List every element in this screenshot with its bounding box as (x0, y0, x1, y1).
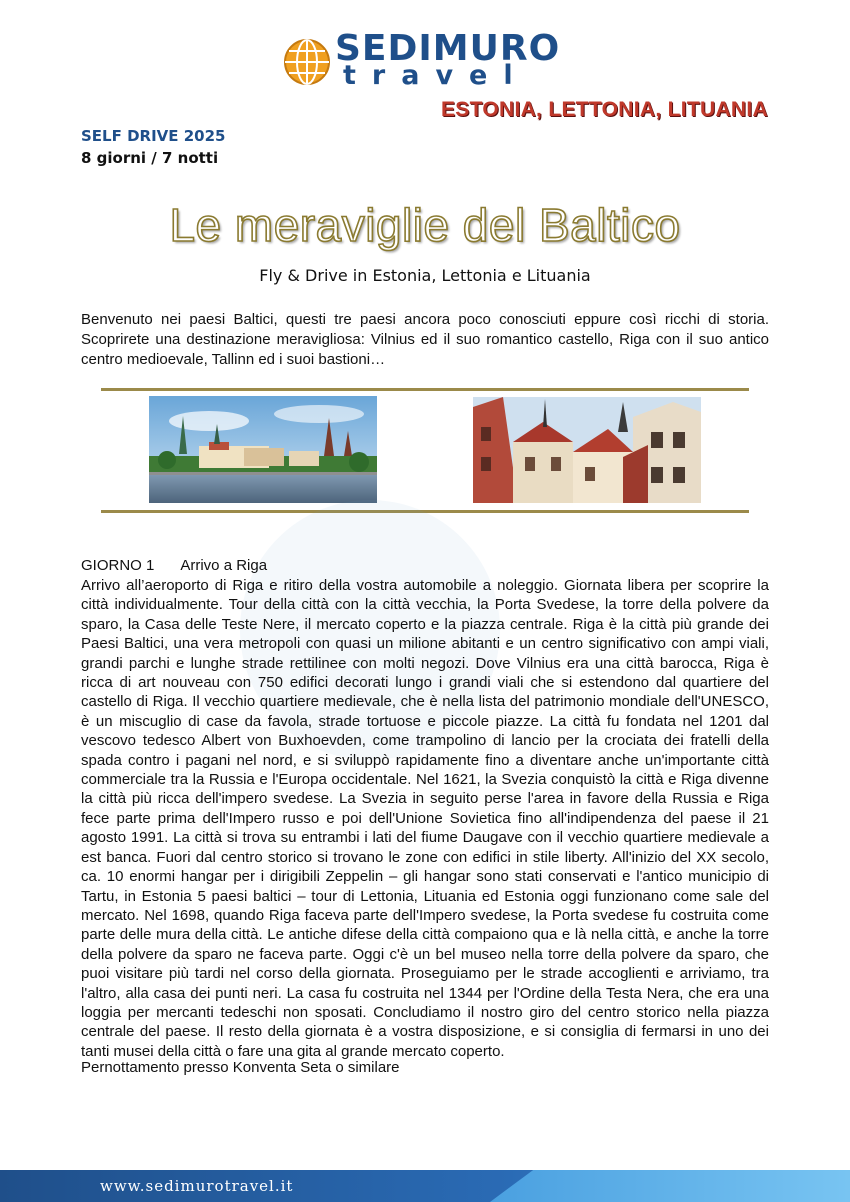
day-text-intro: Arrivo all’aeroporto di Riga e (81, 577, 284, 594)
intro-paragraph: Benvenuto nei paesi Baltici, questi tre paesi ancora poco conosciuti eppure così ricchi di storia. Scoprirete una destinazione meravigliosa: Vilnius ed il suo romantico castello, Riga con il suo antico centro medioevale, Tallinn ed i suoi bastioni… (81, 311, 769, 368)
footer-bar (0, 1170, 850, 1202)
page-title: Le meraviglie del Baltico (169, 199, 681, 251)
tallinn-old-town-photo (473, 397, 701, 503)
day-1-heading (81, 557, 267, 574)
divider-top (101, 388, 749, 391)
website-link[interactable]: www.sedimurotravel.it (100, 1177, 294, 1195)
logo-wordmark: SEDIMURO (335, 28, 561, 69)
globe-icon (283, 38, 331, 86)
day-text-body: . Giornata libera per scoprire la città individualmente. Tour della città con la città vecchia, la Porta Svedese, la torre della polvere da sparo, la Casa delle Teste Nere, il mercato coperto e la piazza centrale. Riga è la città più grande dei Paesi Baltici, una vera metropoli con quasi un milione abitanti e un centro significativo con ampi viali, grandi parchi e lunghe strade rettilinee con molti negozi. Dove Vilnius era una città barocca, Riga è ricca di art nouveau con 750 edifici decorati lungo i grandi viali che si estendono dal quartiere del castello di Riga. Il vecchio quartiere medievale, che è nella lista del patrimonio mondiale dell'UNESCO, è un miscuglio di case da favola, strade tortuose e piccole piazze. La città fu fondata nel 1201 dal vescovo tedesco Albert von Buxhoevden, come trampolino di lancio per la crociata dei fratelli della spada contro i pagani nel nord, e si sviluppò rapidamente fino a diventare anche un'importante città commerciale tra la Russia e l'Europa occidentale. Nel 1621, la Svezia conquistò la città e Riga divenne la città più ricca dell'impero svedese. La Svezia in seguito perse l'area in favore della Russia e Riga fece parte prima dell'Impero russo e poi dell'Unione Sovietica fino all'indipendenza del paese il 21 agosto 1991. La città si trova su entrambi i lati del fiume Daugave con il vecchio quartiere medievale a est banca. Fuori dal centro storico si trovano le zone con edifici in stile liberty. All'inizio del XX secolo, ca. 10 enormi hangar per i dirigibili Zeppelin – gli hangar sono stati conservati e l'antico municipio di Tartu, in Estonia 5 paesi baltici – tour di Lettonia, Lituania ed Estonia oggi funzionano come sale del mercato. Nel 1698, quando Riga faceva parte dell'Impero svedese, la Porta svedese fu costruita come parte delle mura della città. Le antiche difese della città compaiono qua e là nella città, e anche la torre della polvere da sparo ne faceva parte. Oggi c'è un bel museo nella torre della polvere da sparo, che puoi visitare più tardi nel corso della giornata. Proseguiamo per le strade accoglienti e arriviamo, tra l'altro, alla casa dei punti neri. La casa fu costruita nel 1344 per l'Ordine della Testa Nera, che era una loggia per mercanti tedeschi non sposati. Concludiamo il nostro giro del centro storico nella piazza centrale del paese. Il resto della giornata è a vostra disposizione, e si consiglia di fermarsi in uno dei tanti musei della città o fare una gita al grande mercato coperto. (81, 577, 769, 1060)
page-subtitle: Fly & Drive in Estonia, Lettonia e Lituania (259, 266, 591, 285)
overnight-info: Pernottamento presso Konventa Seta o similare (81, 1059, 400, 1076)
day-number: GIORNO 1 (81, 557, 155, 574)
day-1-description (81, 576, 769, 1061)
self-drive-label: SELF DRIVE 2025 (81, 127, 226, 145)
brand-logo (283, 30, 583, 90)
car-rental-highlight: ritiro della vostra automobile a noleggio (283, 577, 554, 594)
countries-heading: ESTONIA, LETTONIA, LITUANIA (441, 98, 768, 121)
logo-tagline: travel (343, 60, 529, 91)
footer-accent (490, 1170, 850, 1202)
duration-label: 8 giorni / 7 notti (81, 149, 219, 167)
riga-skyline-photo (149, 396, 377, 503)
day-title: Arrivo a Riga (180, 557, 268, 574)
